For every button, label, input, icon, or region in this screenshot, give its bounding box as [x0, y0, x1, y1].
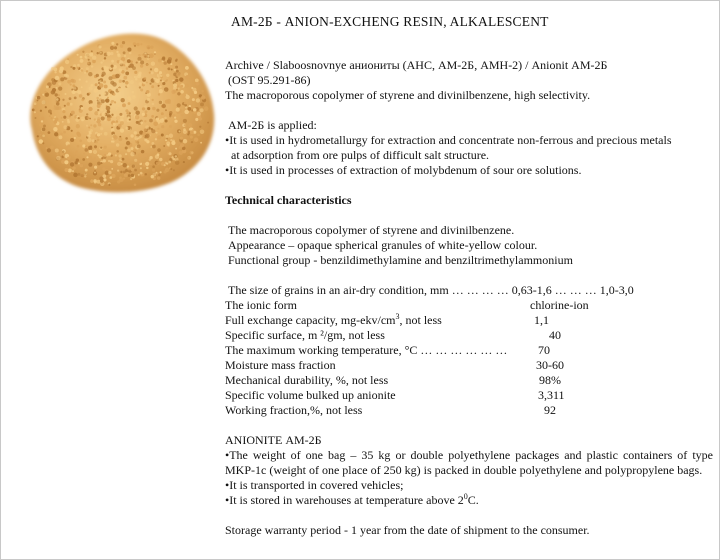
spec-row — [225, 388, 713, 403]
spec-label: Full exchange capacity, mg-ekv/cm — [225, 313, 396, 327]
storage-sup: 0 — [463, 492, 468, 501]
spec-value: chlorine-ion — [530, 298, 589, 312]
technical-line-2: Appearance – opaque spherical granules of white-yellow colour. — [228, 238, 538, 252]
storage-text: •It is stored in warehouses at temperature above 2 — [225, 493, 464, 507]
spec-row — [225, 343, 713, 358]
breadcrumb: Archive / Slaboosnovnye аниониты (АНС, АМ-2Б, АМН-2) / Anionit АМ-2Б — [225, 58, 608, 72]
product-description — [225, 58, 713, 538]
spec-value: 70 — [538, 343, 550, 357]
spec-row — [225, 298, 713, 313]
spec-table — [225, 298, 713, 418]
packaging-heading: ANIONITE АМ-2Б — [225, 433, 322, 447]
packaging-transport: •It is transported in covered vehicles; — [225, 478, 404, 492]
resin-granules-photo — [6, 10, 226, 200]
spec-value: 40 — [549, 328, 561, 342]
spec-label: Specific surface, m ²/gm, not less — [225, 328, 385, 342]
applied-bullet-1: •It is used in hydrometallurgy for extraction and concentrate non-ferrous and precious metals — [225, 133, 672, 147]
page-title: АМ-2Б - ANION-EXCHENG RESIN, ALKALESCENT — [231, 14, 549, 29]
ost-standard: (OST 95.291-86) — [228, 73, 311, 87]
packaging-weight: •The weight of one bag – 35 kg or double polyethylene packages and plastic containers of type MKP-1c (weight of one place of 250 kg) is packed in double polyethylene and polypropylene bags. — [225, 448, 713, 477]
warranty: Storage warranty period - 1 year from the date of shipment to the consumer. — [225, 523, 590, 537]
spec-value: 98% — [539, 373, 561, 387]
applied-bullet-1-cont: at adsorption from ore pulps of difficult salt structure. — [231, 148, 490, 162]
storage-unit: C. — [467, 493, 479, 507]
applied-heading: АМ-2Б is applied: — [228, 118, 317, 132]
spec-row — [225, 328, 713, 343]
spec-value: 3,311 — [538, 388, 565, 402]
spec-value: 1,1 — [534, 313, 549, 327]
spec-label: Moisture mass fraction — [225, 358, 336, 372]
spec-label: The maximum working temperature, °С … … … … … … — [225, 343, 508, 357]
packaging-storage — [225, 493, 713, 508]
spec-row — [225, 313, 713, 328]
description: The macroporous copolymer of styrene and divinilbenzene, high selectivity. — [225, 88, 591, 102]
spec-label-after: , not less — [399, 313, 442, 327]
spec-label: The ionic form — [225, 298, 297, 312]
technical-line-3: Functional group - benzildimethylamine and benziltrimethylammonium — [228, 253, 573, 267]
technical-heading: Technical characteristics — [225, 193, 352, 207]
applied-bullet-2: •It is used in processes of extraction of molybdenum of sour ore solutions. — [225, 163, 582, 177]
spec-row — [225, 373, 713, 388]
spec-label-sup: 3 — [395, 312, 400, 321]
spec-row — [225, 403, 713, 418]
spec-label: Mechanical durability, %, not less — [225, 373, 389, 387]
grain-size: The size of grains in an air-dry condition, mm … … … … 0,63-1,6 … … … 1,0-3,0 — [228, 283, 634, 297]
spec-value: 92 — [544, 403, 556, 417]
technical-line-1: The macroporous copolymer of styrene and divinilbenzene. — [228, 223, 515, 237]
spec-row — [225, 358, 713, 373]
spec-value: 30-60 — [536, 358, 564, 372]
spec-label: Working fraction,%, not less — [225, 403, 363, 417]
spec-label: Specific volume bulked up anionite — [225, 388, 396, 402]
